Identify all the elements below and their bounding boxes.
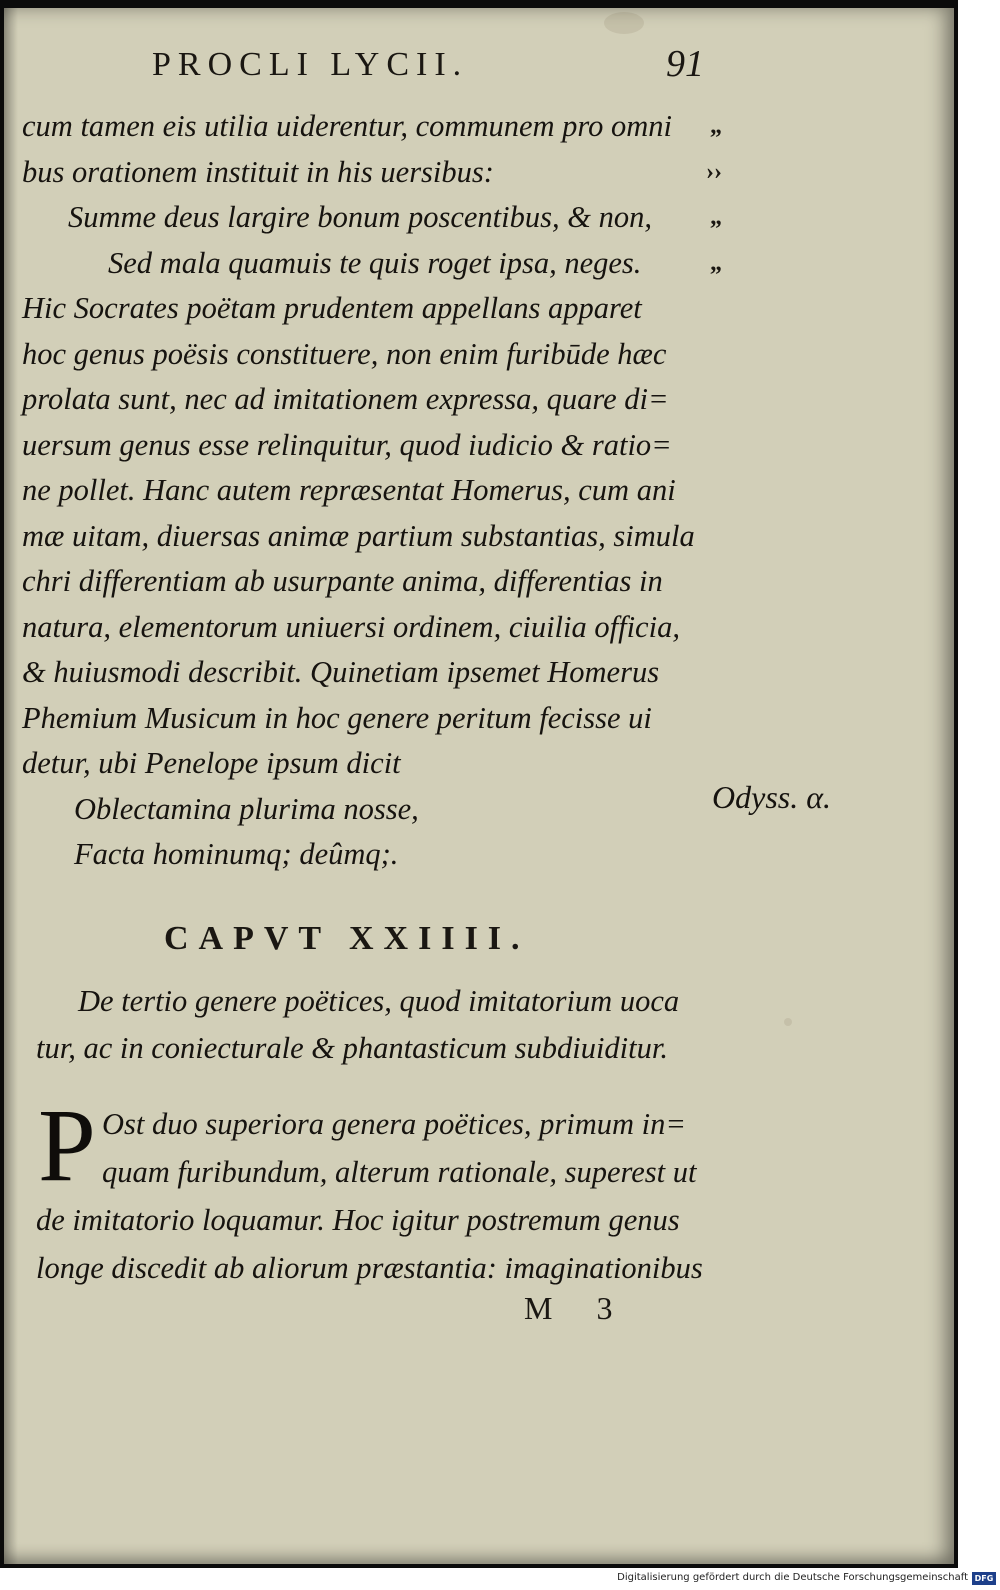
text-line: uersum genus esse relinquitur, quod iudicio & ratio=	[22, 427, 672, 462]
text-line: hoc genus poësis constituere, non enim furibūde hæc	[22, 336, 667, 371]
verse-line: Sed mala quamuis te quis roget ipsa, neges. „	[22, 241, 722, 287]
body-line: Ost duo superiora genera poëtices, primum in=	[102, 1107, 686, 1141]
paper-stain	[604, 12, 644, 34]
quote-mark: „	[710, 113, 722, 139]
text-line: Hic Socrates poëtam prudentem appellans apparet	[22, 291, 642, 325]
dfg-logo: DFG	[972, 1572, 996, 1585]
text-line: bus orationem instituit in his uersibus: ››	[22, 150, 722, 196]
signature-mark: M 3	[524, 1290, 631, 1326]
margin-note: Odyss. α.	[712, 779, 832, 815]
paper-stain	[784, 1018, 792, 1026]
chapter-subtitle	[22, 978, 722, 1072]
book-page	[4, 8, 954, 1564]
quote-mark: „	[710, 204, 722, 230]
quote-mark: „	[710, 249, 722, 276]
quote-mark: ››	[706, 158, 722, 185]
verse-line: Summe deus largire bonum poscentibus, & non, „	[22, 195, 722, 241]
digitization-credit: Digitalisierung gefördert durch die Deutsche Forschungsgemeinschaft	[617, 1572, 968, 1583]
text-line: prolata sunt, nec ad imitationem expressa, quare di=	[22, 382, 669, 416]
text-line: ne pollet. Hanc autem repræsentat Homerus, cum ani	[22, 473, 676, 507]
text-line: Phemium Musicum in hoc genere peritum fecisse ui	[22, 700, 652, 735]
subtitle-line: tur, ac in coniecturale & phantasticum subdiuiditur.	[36, 1031, 668, 1065]
drop-cap: P	[38, 1088, 96, 1203]
main-text	[22, 104, 722, 878]
text-line: chri differentiam ab usurpante anima, differentias in	[22, 564, 663, 598]
chapter-body	[22, 1088, 722, 1292]
text-line: & huiusmodi describit. Quinetiam ipsemet Homerus	[22, 655, 660, 689]
page-header	[4, 43, 954, 96]
text-line: natura, elementorum uniuersi ordinem, ciuilia officia,	[22, 609, 680, 644]
verse-line: Oblectamina plurima nosse,	[74, 791, 419, 826]
body-line: de imitatorio loquamur. Hoc igitur postremum genus	[36, 1203, 680, 1237]
text-line: mæ uitam, diuersas animæ partium substantias, simula	[22, 518, 695, 553]
page-number: 91	[666, 43, 704, 85]
body-line: longe discedit ab aliorum præstantia: imaginationibus	[36, 1251, 703, 1285]
subtitle-line: De tertio genere poëtices, quod imitatorium uoca	[78, 984, 680, 1018]
text-line: cum tamen eis utilia uiderentur, communem pro omni „	[22, 104, 722, 150]
chapter-heading: CAPVT XXIIII.	[164, 920, 530, 957]
text-line: detur, ubi Penelope ipsum dicit	[22, 746, 401, 780]
verse-line: Facta hominumq; deûmq;.	[74, 837, 399, 871]
body-line: quam furibundum, alterum rationale, superest ut	[102, 1155, 697, 1189]
running-head: PROCLI LYCII.	[152, 46, 469, 83]
